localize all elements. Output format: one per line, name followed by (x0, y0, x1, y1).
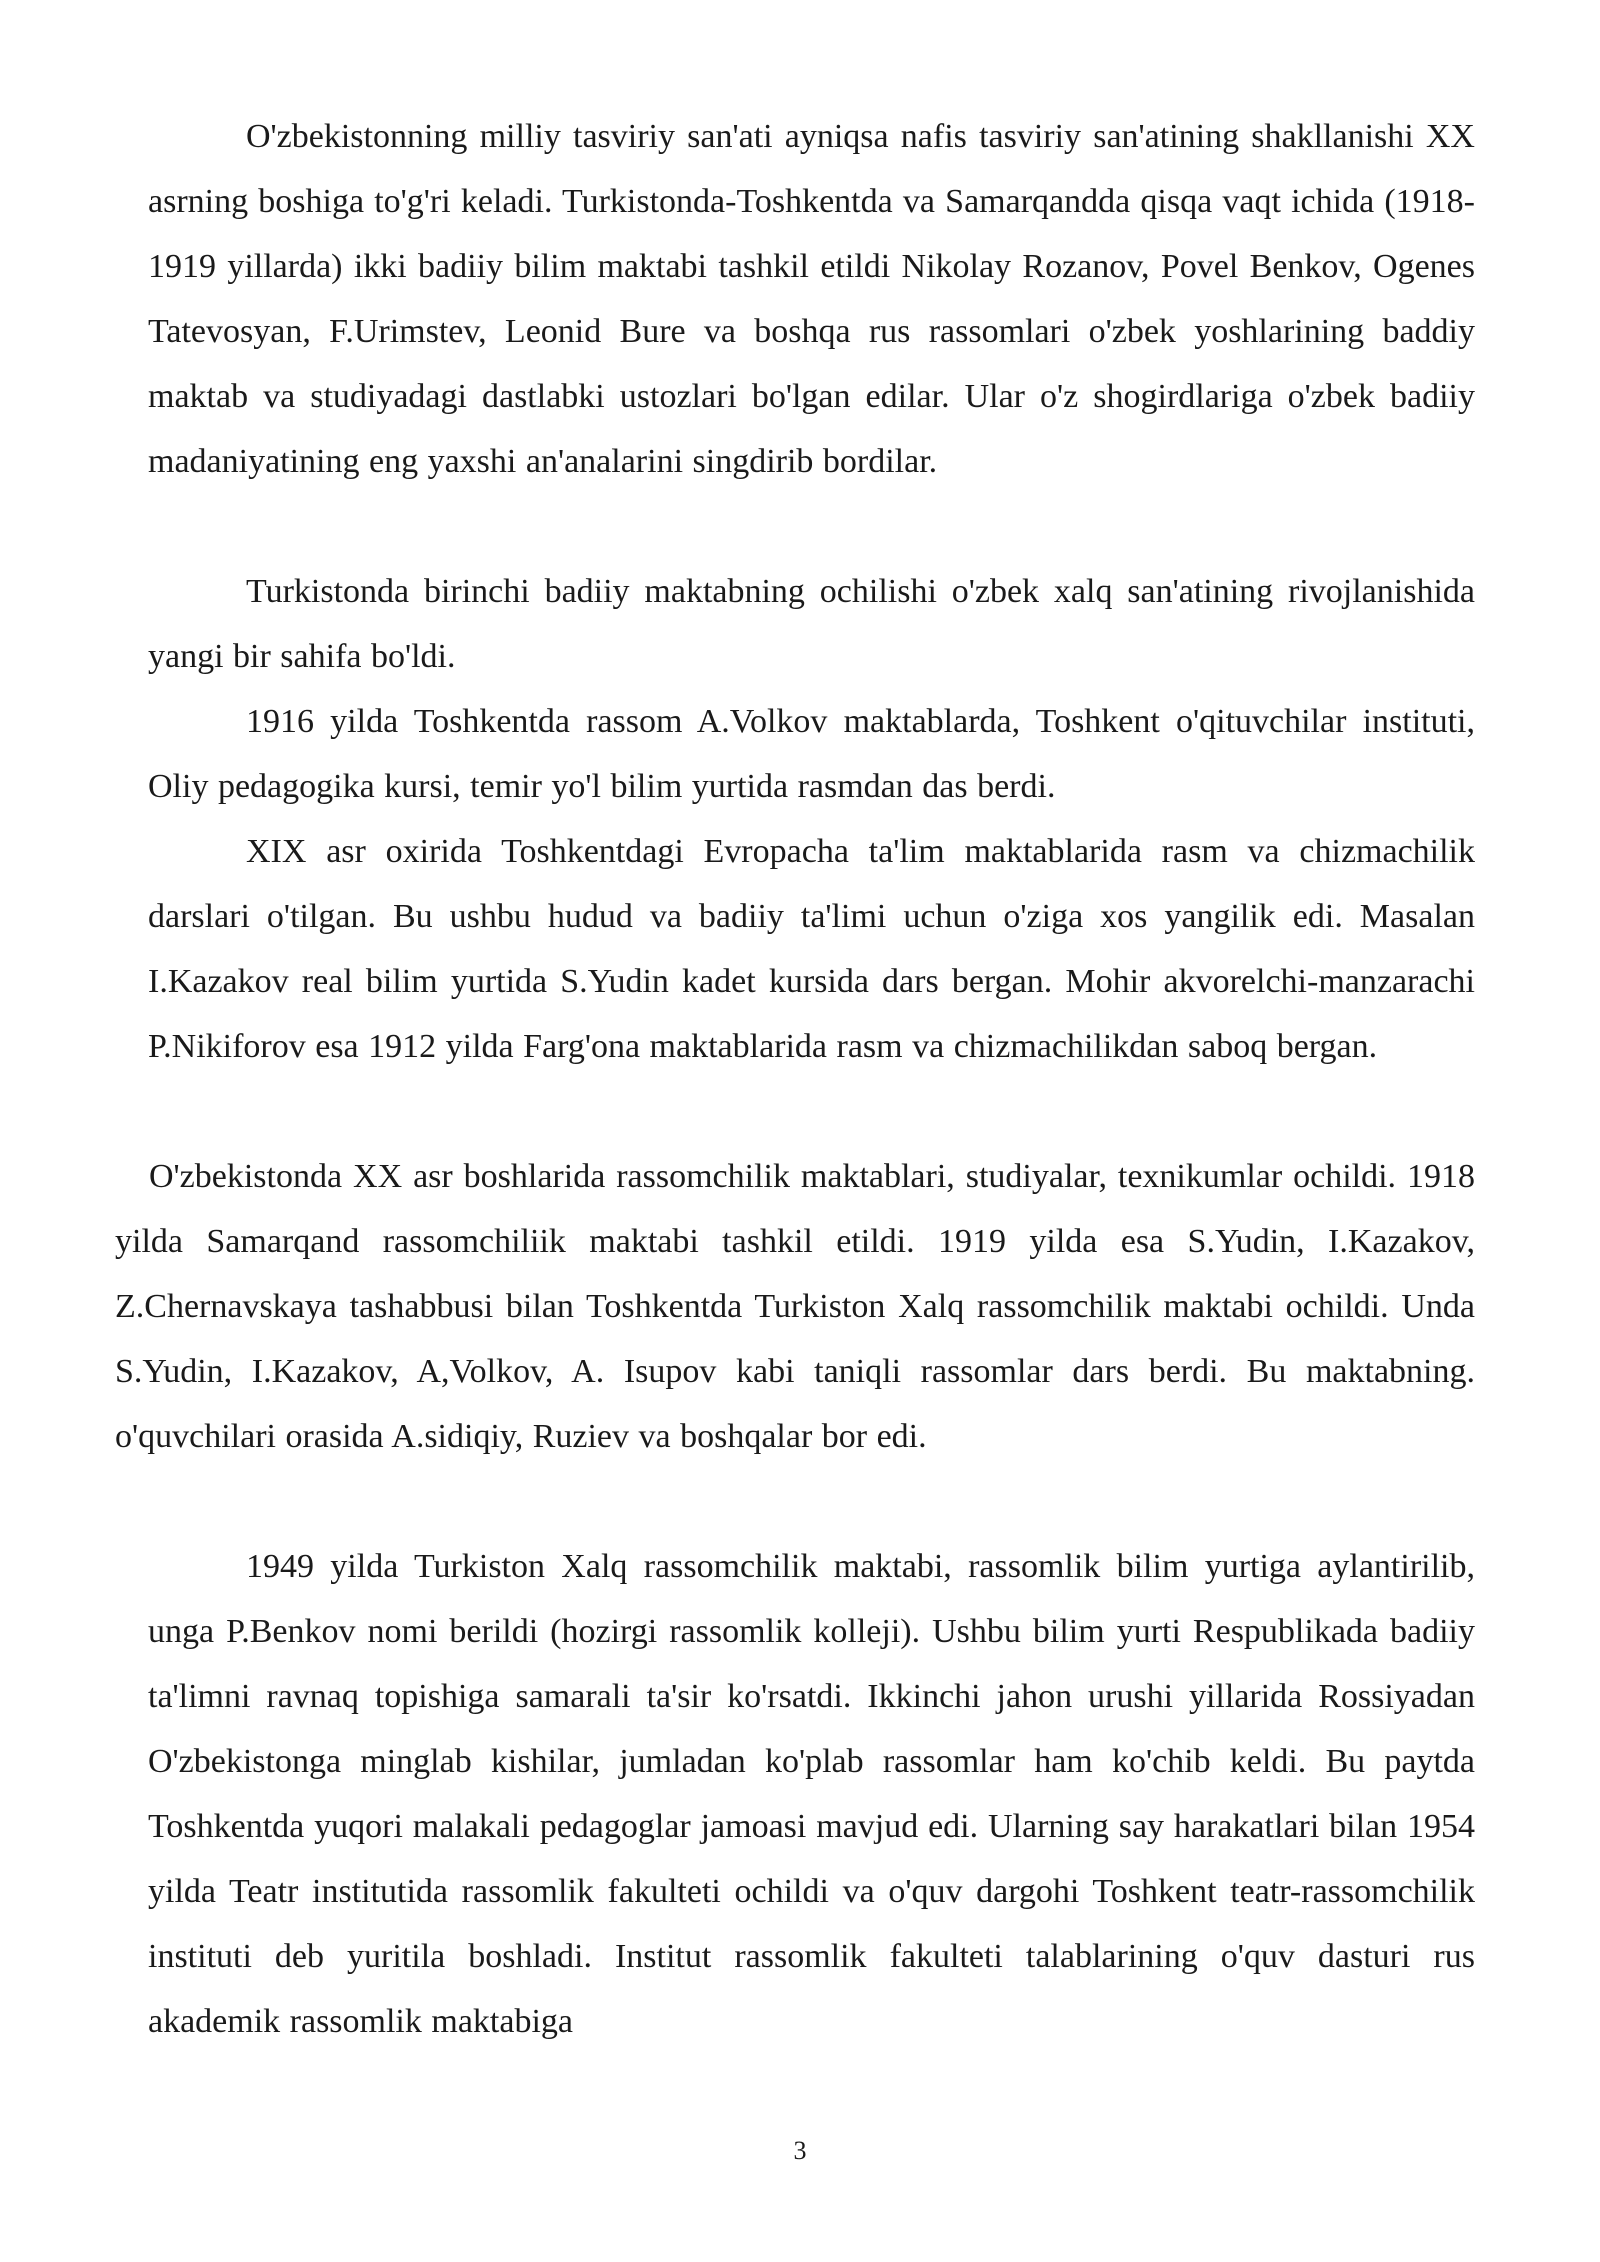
paragraph-4: XIX asr oxirida Toshkentdagi Evropacha ta'lim maktablarida rasm va chizmachilik darslari o'tilgan. Bu ushbu hudud va badiiy ta'limi uchun o'ziga xos yangilik edi. Masalan I.Kazakov real bilim yurtida S.Yudin kadet kursida dars bergan. Mohir akvorelchi-manzarachi P.Nikiforov esa 1912 yilda Farg'ona maktablarida rasm va chizmachilikdan saboq bergan. (148, 833, 1475, 1065)
paragraph-3: 1916 yilda Toshkentda rassom A.Volkov maktablarda, Toshkent o'qituvchilar instituti, Oliy pedagogika kursi, temir yo'l bilim yurtida rasmdan das berdi. (148, 703, 1475, 805)
paragraph-6: 1949 yilda Turkiston Xalq rassomchilik maktabi, rassomlik bilim yurtiga aylantirilib, unga P.Benkov nomi berildi (hozirgi rassomlik kolleji). Ushbu bilim yurti Respublikada badiiy ta'limni ravnaq topishiga samarali ta'sir ko'rsatdi. Ikkinchi jahon urushi yillarida Rossiyadan O'zbekistonga minglab kishilar, jumladan ko'plab rassomlar ham ko'chib keldi. Bu paytda Toshkentda yuqori malakali pedagoglar jamoasi mavjud edi. Ularning say harakatlari bilan 1954 yilda Teatr institutida rassomlik fakulteti ochildi va o'quv dargohi Toshkent teatr-rassomchilik instituti deb yuritila boshladi. Institut rassomlik fakulteti talablarining o'quv dasturi rus akademik rassomlik maktabiga (148, 1548, 1475, 2040)
paragraph-5: O'zbekistonda XX asr boshlarida rassomchilik maktablari, studiyalar, texnikumlar ochildi. 1918 yilda Samarqand rassomchiliik maktabi tashkil etildi. 1919 yilda esa S.Yudin, I.Kazakov, Z.Chernavskaya tashabbusi bilan Toshkentda Turkiston Xalq rassomchilik maktabi ochildi. Unda S.Yudin, I.Kazakov, A,Volkov, A. Isupov kabi taniqli rassomlar dars berdi. Bu maktabning. o'quvchilari orasida A.sidiqiy, Ruziev va boshqalar bor edi. (115, 1158, 1475, 1455)
paragraph-2: Turkistonda birinchi badiiy maktabning ochilishi o'zbek xalq san'atining rivojlanishida yangi bir sahifa bo'ldi. (148, 573, 1475, 675)
paragraph-1: O'zbekistonning milliy tasviriy san'ati ayniqsa nafis tasviriy san'atining shakllanishi XX asrning boshiga to'g'ri keladi. Turkistonda-Toshkentda va Samarqandda qisqa vaqt ichida (1918-1919 yillarda) ikki badiiy bilim maktabi tashkil etildi Nikolay Rozanov, Povel Benkov, Ogenes Tatevosyan, F.Urimstev, Leonid Bure va boshqa rus rassomlari o'zbek yoshlarining baddiy maktab va studiyadagi dastlabki ustozlari bo'lgan edilar. Ular o'z shogirdlariga o'zbek badiiy madaniyatining eng yaxshi an'analarini singdirib bordilar. (148, 118, 1475, 480)
page-number: 3 (793, 2136, 807, 2165)
